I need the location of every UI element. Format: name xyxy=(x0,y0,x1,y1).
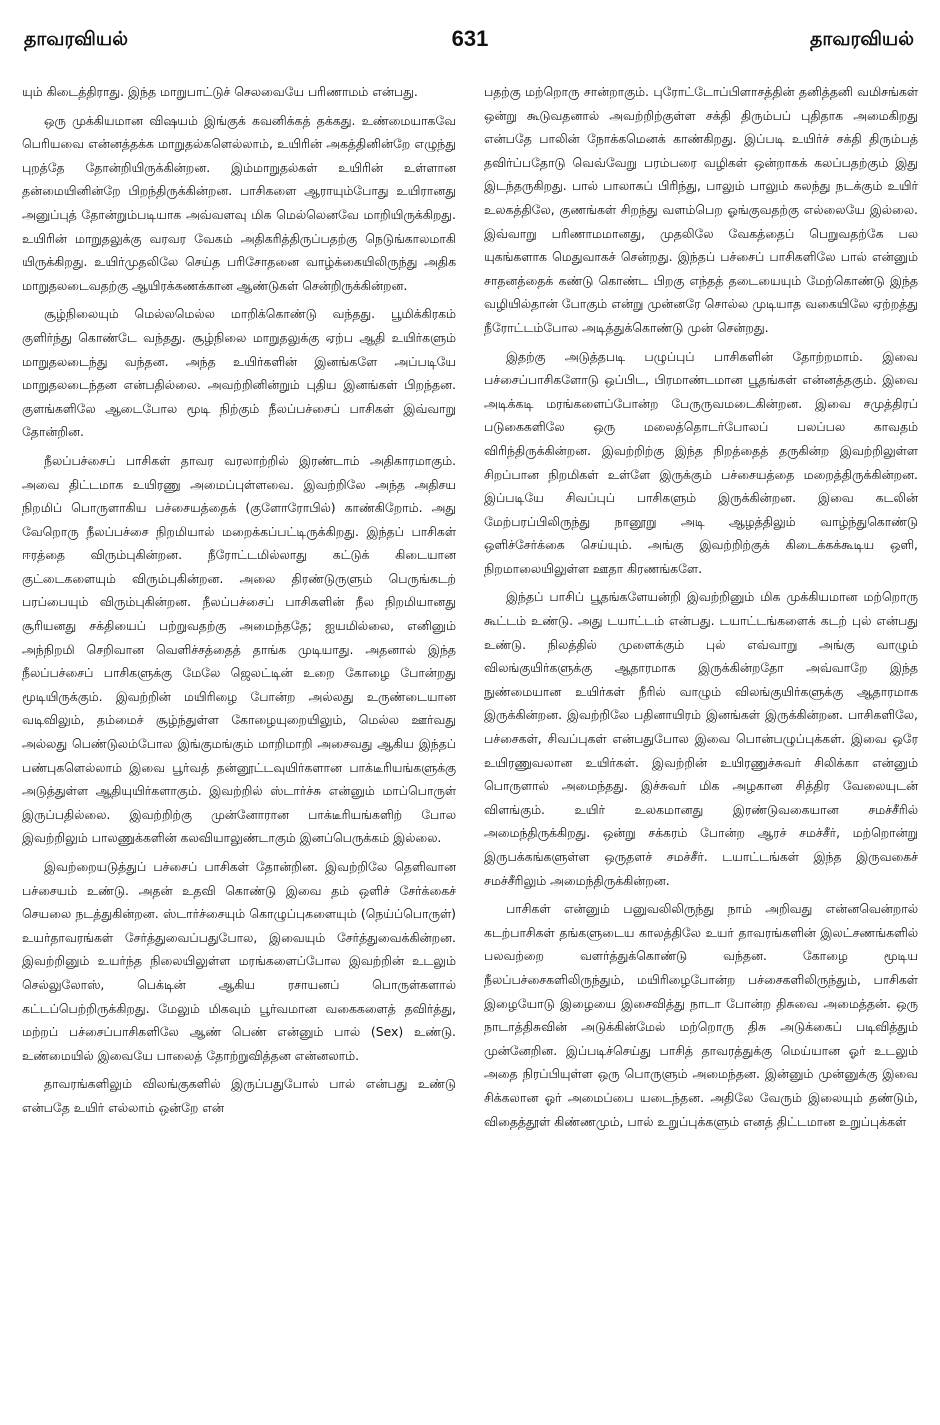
paragraph: சூழ்நிலையும் மெல்லமெல்ல மாறிக்கொண்டு வந்தது. பூமிக்கிரகம் குளிர்ந்து கொண்டே வந்தது. சூழ்நிலை மாறுதலுக்கு ஏற்ப ஆதி உயிர்களும் மாறுதலடைந்து வந்தன. அந்த உயிர்களின் இனங்களே அப்படியே மாறுதலடைந்தன என்பதில்லை. அவற்றினின்றும் புதிய இனங்கள் பிறந்தன. குளங்களிலே ஆடைபோல மூடி நிற்கும் நீலப்பச்சைப் பாசிகள் இவ்வாறு தோன்றின. xyxy=(22,306,456,440)
paragraph: இதற்கு அடுத்தபடி பழுப்புப் பாசிகளின் தோற்றமாம். இவை பச்சைப்பாசிகளோடு ஒப்பிட, பிரமாண்டமான பூதங்கள் என்னத்தகும். இவை அடிக்கடி மரங்களைப்போன்ற பேருருவமடைகின்றன. இவை சமுத்திரப் படுகைகளிலே ஒரு மலைத்தொடர்போலப் பலப்பல காவதம் விரிந்திருக்கின்றன. இவற்றிற்கு இந்த நிறத்தைத் தருகின்ற இவற்றிலுள்ள சிறப்பான நிறமிகள் உள்ளே இருக்கும் பச்சையத்தை மறைத்திருக்கின்றன. இப்படியே சிவப்புப் பாசிகளும் இருக்கின்றன. இவை கடலின் மேற்பரப்பிலிருந்து நானூறு அடி ஆழத்திலும் வாழ்ந்துகொண்டு ஒளிச்சேர்க்கை செய்யும். அங்கு இவற்றிற்குக் கிடைக்கக்கூடிய ஒளி, நிறமாலையிலுள்ள ஊதா கிரணங்களே. xyxy=(484,348,918,576)
left-column xyxy=(22,80,456,1425)
text-columns xyxy=(22,80,918,1425)
header-left-title: தாவரவியல் xyxy=(24,28,128,50)
paragraph: ஒரு முக்கியமான விஷயம் இங்குக் கவனிக்கத் தக்கது. உண்மையாகவே பெரியவை என்னத்தக்க மாறுதல்களெல்லாம், உயிரின் அகத்தினின்றே எழுந்து புறத்தே தோன்றியிருக்கின்றன. இம்மாறுதல்கள் உயிரின் உள்ளான தன்மையினின்றே பிறந்திருக்கின்றன. பாசிகளை ஆராயும்போது உயிரானது அனுப்புத் தோன்றும்படியாக அவ்வளவு மிக மெல்லெனவே மாறியிருக்கிறது. உயிரின் மாறுதலுக்கு வரவர வேகம் அதிகரித்திருப்பதற்கு நெடுங்காலமாகி யிருக்கிறது. உயிர்முதலிலே செய்த பரிசோதனை வாழ்க்கையிலிருந்து அதிக மாறுதலடைவதற்கு ஆயிரக்கணக்கான ஆண்டுகள் சென்றிருக்கின்றன. xyxy=(22,112,456,293)
paragraph: பதற்கு மற்றொரு சான்றாகும். புரோட்டோப்பிளாசத்தின் தனித்தனி வமிசங்கள் ஒன்று கூடுவதனால் அவற்றிற்குள்ள சக்தி திரும்பப் புதிதாக அமைகிறது என்பதே பாலின் நோக்கமெனக் காண்கிறது. இப்படி உயிர்ச் சக்தி திரும்பத் தவிர்ப்பதோடு வெவ்வேறு பரம்பரை வழிகள் ஒன்றாகக் கலப்பதற்கும் இது இடந்தருகிறது. பால் பாலாகப் பிரிந்து, பாலும் பாலும் கலந்து நடக்கும் உயிர் உலகத்திலே, குணங்கள் சிறந்து வளம்பெற ஓங்குவதற்கு எல்லையே இல்லை. இவ்வாறு பரிணாமமானது, முதலிலே வேகத்தைப் பெறுவதற்கே பல யுகங்களாக மெதுவாகச் சென்றது. இந்தப் பச்சைப் பாசிகளிலே பால் என்னும் சாதனத்தைக் கண்டு கொண்ட பிறகு எந்தத் தடையையும் மேற்கொண்டு இந்த வழியில்தான் போகும் என்று முன்னரே சொல்ல முடியாத வகையிலே ஏற்றத்து நீரோட்டம்போல அடித்துக்கொண்டு முன் சென்றது. xyxy=(484,84,918,335)
right-column xyxy=(484,80,918,1425)
running-header xyxy=(22,26,918,60)
paragraph: நீலப்பச்சைப் பாசிகள் தாவர வரலாற்றில் இரண்டாம் அதிகாரமாகும். அவை திட்டமாக உயிரணு அமைப்புள்ளவை. இவற்றிலே அந்த அதிசய நிறமிப் பொருளாகிய பச்சையத்தைக் (குளோரோபில்) காண்கிறோம். அது வேறொரு நீலப்பச்சை நிறமியால் மறைக்கப்பட்டிருக்கிறது. இந்தப் பாசிகள் ஈரத்தை விரும்புகின்றன. நீரோட்டமில்லாது கட்டுக் கிடையான குட்டைகளையும் விரும்புகின்றன. அலை திரண்டுருளும் பெருங்கடற் பரப்பையும் விரும்புகின்றன. நீலப்பச்சைப் பாசிகளின் நீல நிறமியானது சூரியனது சக்தியைப் பற்றுவதற்கு அமைந்ததே; ஐயமில்லை, எனினும் அந்நிறமி செறிவான வெளிச்சத்தைத் தாங்க முடியாது. அதனால் இந்த நீலப்பச்சைப் பாசிகளுக்கு மேலே ஜெலட்டின் உறை கோழை போன்றது மூடியிருக்கும். இவற்றின் மயிரிழை போன்ற அல்லது உருண்டையான வடிவிலும், தம்மைச் சூழ்ந்துள்ள கோழையுறையிலும், மெல்ல ஊர்வது அல்லது பெண்டுலம்போல இங்குமங்கும் மாறிமாறி அசைவது ஆகிய இந்தப் பண்புகளெல்லாம் இவை பூர்வத் தன்னூட்டவுயிர்களான பாக்டீரியங்களுக்கு அடுத்துள்ள ஆதியுயிர்களாகும். இவற்றில் ஸ்டார்ச்சு என்னும் மாப்பொருள் இருப்பதில்லை. இவற்றிற்கு முன்னோரான பாக்டீரியங்களிற் போல இவற்றிலும் பாலணுக்களின் கலவியாலுண்டாகும் இனப்பெருக்கம் இல்லை. xyxy=(22,452,456,846)
paragraph: இவற்றையடுத்துப் பச்சைப் பாசிகள் தோன்றின. இவற்றிலே தெளிவான பச்சையம் உண்டு. அதன் உதவி கொண்டு இவை தம் ஒளிச் சேர்க்கைச் செயலை நடத்துகின்றன. ஸ்டார்ச்சையும் கொழுப்புகளையும் (நெய்ப்பொருள்) உயர்தாவரங்கள் சேர்த்துவைப்பதுபோல, இவையும் சேர்த்துவைக்கின்றன. இவற்றினும் உயர்ந்த நிலையிலுள்ள மரங்களைப்போல இவற்றின் உடலும் செல்லுலோஸ், பெக்டின் ஆகிய ரசாயனப் பொருள்களால் கட்டப்பெற்றிருக்கிறது. மேலும் மிகவும் பூர்வமான வகைகளைத் தவிர்த்து, மற்றப் பச்சைப்பாசிகளிலே ஆண் பெண் என்னும் பால் (Sex) உண்டு. உண்மையில் இவையே பாலைத் தோற்றுவித்தன என்னலாம். xyxy=(22,859,456,1063)
paragraph: இந்தப் பாசிப் பூதங்களேயன்றி இவற்றினும் மிக முக்கியமான மற்றொரு கூட்டம் உண்டு. அது டயாட்டம் என்பது. டயாட்டங்களைக் கடற் புல் என்பது உண்டு. நிலத்தில் முளைக்கும் புல் எவ்வாறு அங்கு வாழும் விலங்குயிர்களுக்கு ஆதாரமாக இருக்கின்றதோ அவ்வாறே இந்த நுண்மையான உயிர்கள் நீரில் வாழும் விலங்குயிர்களுக்கு ஆதாரமாக இருக்கின்றன. இவற்றிலே பதினாயிரம் இனங்கள் இருக்கின்றன. பாசிகளிலே, பச்சைகள், சிவப்புகள் என்பதுபோல இவை பொன்பழுப்புக்கள். இவை ஒரே உயிரணுவலான உயிர்கள். இவற்றின் உயிரணுச்சுவர் சிலிக்கா என்னும் பொருளால் அமைந்தது. இச்சுவர் மிக அழகான சித்திர வேலையுடன் விளங்கும். உயிர் உலகமானது இரண்டுவகையான சமச்சீரில் அமைந்திருக்கிறது. ஒன்று சக்கரம் போன்ற ஆரச் சமச்சீர், மற்றொன்று இருபக்கங்களுள்ள ஒருதளச் சமச்சீர். டயாட்டங்கள் இந்த இருவகைச் சமச்சீரிலும் அமைந்திருக்கின்றன. xyxy=(484,589,918,888)
paragraph: தாவரங்களிலும் விலங்குகளில் இருப்பதுபோல் பால் என்பது உண்டு என்பதே உயிர் எல்லாம் ஒன்றே என் xyxy=(22,1076,456,1115)
page-number: 631 xyxy=(451,26,489,51)
paragraph: யும் கிடைத்திராது. இந்த மாறுபாட்டுச் செலவையே பரிணாமம் என்பது. xyxy=(22,84,418,99)
header-right-title: தாவரவியல் xyxy=(810,28,914,50)
paragraph: பாசிகள் என்னும் பனுவலிலிருந்து நாம் அறிவது என்னவென்றால் கடற்பாசிகள் தங்களுடைய காலத்திலே உயர் தாவரங்களின் இலட்சணங்களில் பலவற்றை வளர்த்துக்கொண்டு வந்தன. கோழை மூடிய நீலப்பச்சைகளிலிருந்தும், மயிரிழைபோன்ற பச்சைகளிலிருந்தும், பாசிகள் இழையோடு இழையை இசைவித்து நாடா போன்ற திசுவை அமைத்தன். ஒரு நாடாத்திசுவின் அடுக்கின்மேல் மற்றொரு திசு அடுக்கைப் படிவித்தும் முன்னேறின. இப்படிச்செய்து பாசித் தாவரத்துக்கு மெய்யான ஓர் உடலும் அதை நிரப்பியுள்ள ஒரு பொருளும் அமைந்தன. இன்னும் முன்னுக்கு இவை சிக்கலான ஓர் அமைப்பை யடைந்தன. அதிலே வேரும் இலையும் தண்டும், விதைத்தூள் கிண்ணமும், பால் உறுப்புக்களும் எனத் திட்டமான உறுப்புக்கள் xyxy=(484,901,918,1129)
